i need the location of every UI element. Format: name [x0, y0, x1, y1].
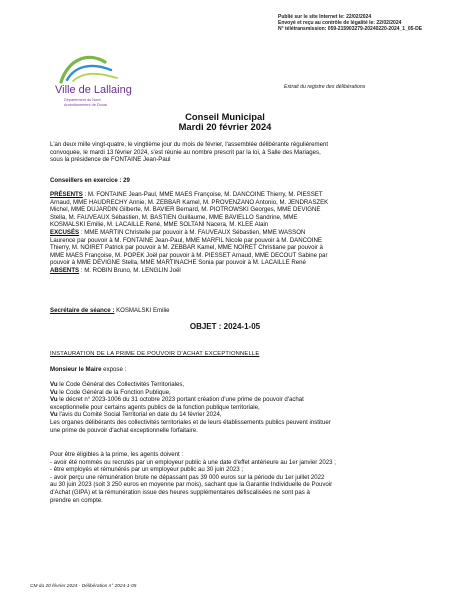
absents-label: ABSENTS — [50, 266, 80, 274]
secretary-line: Secrétaire de séance : KOSMALSKI Emilie — [50, 307, 170, 314]
excuses-label: EXCUSÉS — [50, 228, 80, 236]
eligibility-conditions: Pour être éligibles à la prime, les agents doivent : - avoir été nommés ou recrutés par un employeur public à une date d'effet antérieure au 1er janvier 2023 ; - être employés et rémunérés par un employeur public au 30 juin 2023 ; - avoir perçu une rémunération brute ne dépassant pas 39 000 euros sur la période du 1er juillet 2022 au 30 juin 2023 (soit 3 250 euros en moyenne par mois), sachant que la Garantie Individuelle de Pouvoir d'Achat (GIPA) et la rémunération issue des heures supplémentaires défiscalisées ne sont pas à prendre en compte. — [50, 451, 336, 504]
logo-title: Ville de Lallaing — [55, 84, 132, 96]
council-title: Conseil Municipal — [185, 111, 265, 122]
stamp-number: N° télétransmission: 059-215903279-20240220-2024_1_05-DE — [278, 25, 423, 32]
page-footer: CM du 20 février 2024 - Délibération n° 2024-1-05 — [30, 584, 137, 589]
session-date: Mardi 20 février 2024 — [178, 121, 272, 132]
legal-basis: Vu le Code Général des Collectivités Territoriales, Vu le Code Général de la Fonction Publique, Vu le décret n° 2023-1006 du 31 octobre 2023 portant création d'une prime de pouvoir d'achat exceptionnelle pour certains agents publics de la fonction publique territoriale, Vu l'avis du Comité Social Territorial en date du 14 février 2024, Les organes délibérants des collectivités territoriales et de leurs établissements publics peuvent instituer une prime de pouvoir d'achat exceptionnelle forfaitaire. — [50, 381, 331, 434]
attendance-block: PRÉSENTS : M. FONTAINE Jean-Paul, MME MAES Françoise, M. DANCOINE Thierry, M. PIESSET Arnaud, MME HAUDRECHY Annie, M. ZEBBAR Kamel, M. PROVENZANO Antonio, M. JENDRASZEK Michel, MME DUJARDIN Gilberte, M. BAVIER Bernard, M. PIOTROWSKI Georges, MME DEVIGNE Stella, M. FAUVEAUX Sébastien, M. BASTIEN Guillaume, MME BAVIELLO Sandrine, MME KOSMALSKI Emilie, M. LACAILLE René, MME SOLTANI Nacera, M. KLEE Alain EXCUSÉS : MME MARTIN Christelle par pouvoir à M. FAUVEAUX Sébastien, MME WASSON Laurence par pouvoir à M. FONTAINE Jean-Paul, MME MARFIL Nicole par pouvoir à M. DANCOINE Thierry, M. NOIRET Patrick par pouvoir à M. ZEBBAR Kamel, MME NOIRET Christiane par pouvoir à MME MAES Françoise, M. POPEK Joël par pouvoir à M. PIESSET Arnaud, MME DECOUT Sabine par pouvoir à MME DEVIGNE Stella, MME MARTINACHE Sonia par pouvoir à M. LACAILLE René ABSENTS : M. ROBIN Bruno, M. LENGLIN Joël — [50, 191, 329, 274]
intro-paragraph: L'an deux mille vingt-quatre, le vingtième jour du mois de février, l'assemblée délibérante régulièrement convoquée, le mardi 13 février 2024, s'est réunie au nombre prescrit par la loi, à Salle des Mariages, sous la présidence de FONTAINE Jean-Paul — [50, 141, 329, 164]
transmission-stamp — [278, 15, 448, 32]
objet-heading: OBJET : 2024-1-05 — [189, 322, 261, 331]
stamp-received: Envoyé et reçu au contrôle de légalité le: 22/02/2024 — [278, 19, 402, 26]
presents-label: PRÉSENTS — [50, 191, 83, 198]
deliberation-subject: INSTAURATION DE LA PRIME DE POUVOIR D'ACHAT EXCEPTIONNELLE — [50, 351, 260, 357]
councillors-count: Conseillers en exercice : 29 — [50, 177, 130, 184]
logo-subtitle: Département du Nord Arrondissement de Douai — [64, 98, 107, 107]
mayor-expose: Monsieur le Maire expose : — [50, 366, 127, 373]
stamp-published: Publié sur le site Internet le: 22/02/2024 — [278, 14, 372, 20]
extract-label: Extrait du registre des délibérations — [284, 84, 366, 90]
